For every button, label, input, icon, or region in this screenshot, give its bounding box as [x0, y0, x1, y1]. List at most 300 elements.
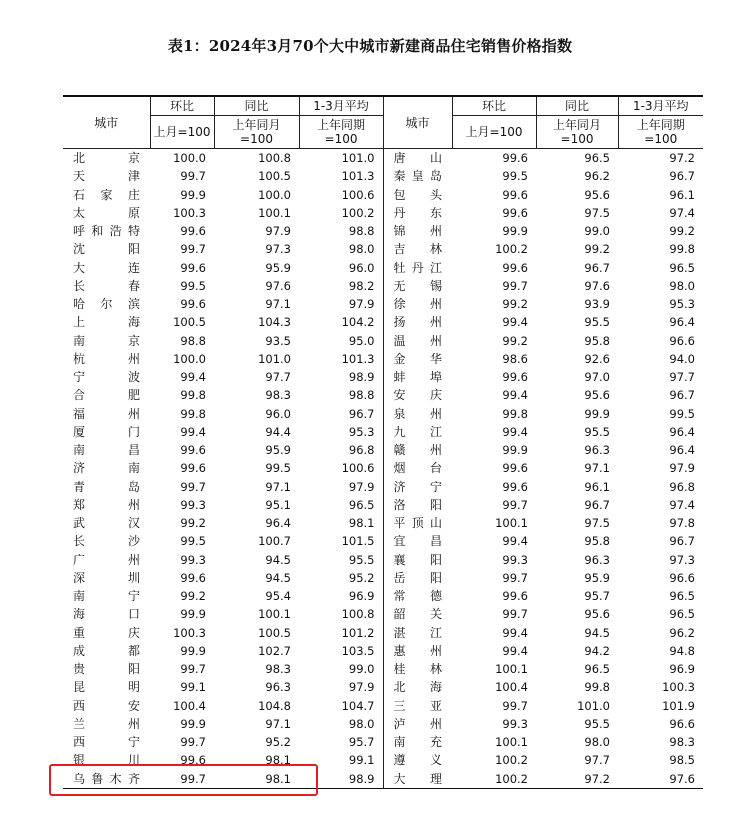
left-mom-cell: 99.7 — [180, 169, 206, 184]
left-yoy-cell: 97.1 — [265, 479, 291, 494]
left-avg-cell: 99.1 — [348, 753, 375, 768]
right-avg-cell: 96.5 — [669, 607, 695, 622]
left-city-cell: 深圳 — [73, 570, 140, 585]
right-mom-cell: 99.7 — [502, 607, 528, 622]
left-yoy-cell: 94.5 — [265, 552, 291, 567]
left-avg-cell: 98.2 — [348, 278, 375, 293]
table-row — [63, 733, 703, 751]
right-yoy-cell: 96.5 — [584, 662, 610, 677]
left-avg-cell: 99.0 — [348, 662, 375, 677]
table-row — [63, 770, 703, 789]
right-city-cell: 烟台 — [383, 459, 452, 477]
right-mom-cell: 100.2 — [495, 242, 528, 257]
right-yoy-cell: 99.0 — [584, 224, 610, 239]
table-row — [63, 332, 703, 350]
right-mom-cell: 99.4 — [502, 315, 528, 330]
left-city-cell: 南宁 — [73, 589, 140, 604]
left-yoy-cell: 100.5 — [258, 169, 291, 184]
right-mom-cell: 99.6 — [502, 370, 528, 385]
right-mom-cell: 99.6 — [502, 479, 528, 494]
left-city-cell: 福州 — [73, 406, 140, 421]
left-city-cell: 沈阳 — [73, 242, 140, 257]
right-avg-cell: 96.4 — [669, 424, 695, 439]
right-yoy-cell: 96.3 — [584, 552, 610, 567]
right-avg-cell: 96.4 — [669, 315, 695, 330]
right-avg-cell: 97.7 — [669, 370, 695, 385]
table-row — [63, 441, 703, 459]
left-yoy-cell: 95.2 — [265, 735, 291, 750]
table-row — [63, 514, 703, 532]
right-yoy-cell: 95.6 — [584, 388, 610, 403]
right-city-cell: 无锡 — [383, 277, 452, 295]
header-city-left: 城市 — [63, 96, 150, 149]
table-row — [63, 149, 703, 168]
right-mom-cell: 100.2 — [495, 753, 528, 768]
right-avg-cell: 95.3 — [669, 297, 695, 312]
left-yoy-cell: 97.3 — [265, 242, 291, 257]
table-row — [63, 569, 703, 587]
left-yoy-cell: 101.0 — [258, 351, 291, 366]
left-city-cell: 南京 — [73, 333, 140, 348]
left-avg-cell: 95.0 — [348, 333, 375, 348]
left-mom-cell: 100.0 — [173, 351, 206, 366]
left-mom-cell: 99.7 — [180, 479, 206, 494]
left-yoy-cell: 98.3 — [265, 662, 291, 677]
right-city-cell: 岳阳 — [383, 569, 452, 587]
right-yoy-cell: 95.5 — [584, 716, 610, 731]
right-mom-cell: 99.7 — [502, 698, 528, 713]
right-city-cell: 南充 — [383, 733, 452, 751]
right-yoy-cell: 96.3 — [584, 443, 610, 458]
left-yoy-cell: 96.3 — [265, 680, 291, 695]
right-avg-cell: 98.3 — [669, 735, 695, 750]
right-city-cell: 牡丹江 — [383, 259, 452, 277]
table-row — [63, 697, 703, 715]
left-yoy-cell: 95.1 — [265, 497, 291, 512]
left-avg-cell: 95.7 — [348, 735, 375, 750]
table-row — [63, 423, 703, 441]
table-body — [63, 149, 703, 789]
left-yoy-cell: 104.8 — [258, 698, 291, 713]
right-yoy-cell: 95.9 — [584, 570, 610, 585]
table-row — [63, 277, 703, 295]
left-yoy-cell: 95.4 — [265, 589, 291, 604]
left-avg-cell: 101.3 — [341, 169, 375, 184]
left-city-cell: 西安 — [73, 698, 140, 713]
table-row — [63, 186, 703, 204]
left-mom-cell: 99.3 — [180, 497, 206, 512]
right-city-cell: 安庆 — [383, 386, 452, 404]
right-mom-cell: 99.5 — [502, 169, 528, 184]
right-mom-cell: 99.3 — [502, 716, 528, 731]
header-yoy-base-left: 上年同月 =100 — [214, 116, 299, 149]
right-mom-cell: 98.6 — [502, 351, 528, 366]
left-city-cell: 上海 — [73, 315, 140, 330]
right-yoy-cell: 96.7 — [584, 497, 610, 512]
right-mom-cell: 99.9 — [502, 224, 528, 239]
table-row — [63, 624, 703, 642]
left-city-cell: 天津 — [73, 169, 140, 184]
right-avg-cell: 96.6 — [669, 716, 695, 731]
right-yoy-cell: 97.5 — [584, 516, 610, 531]
left-yoy-cell: 97.6 — [265, 278, 291, 293]
right-city-cell: 温州 — [383, 332, 452, 350]
left-city-cell: 济南 — [73, 461, 140, 476]
right-avg-cell: 96.5 — [669, 260, 695, 275]
header-mom-right: 环比 — [452, 96, 536, 116]
left-yoy-cell: 102.7 — [258, 643, 291, 658]
left-avg-cell: 98.1 — [348, 516, 375, 531]
right-city-cell: 平顶山 — [383, 514, 452, 532]
header-city-right: 城市 — [383, 96, 452, 149]
left-mom-cell: 99.4 — [180, 424, 206, 439]
left-city-cell: 海口 — [73, 607, 140, 622]
left-mom-cell: 100.5 — [173, 315, 206, 330]
table-row — [63, 751, 703, 769]
left-city-cell: 贵阳 — [73, 662, 140, 677]
left-avg-cell: 98.9 — [348, 370, 375, 385]
right-mom-cell: 99.6 — [502, 205, 528, 220]
right-avg-cell: 97.6 — [618, 770, 703, 789]
left-city-cell: 广州 — [73, 552, 140, 567]
right-city-cell: 金华 — [383, 350, 452, 368]
left-mom-cell: 99.2 — [180, 516, 206, 531]
left-city-cell: 重庆 — [73, 625, 140, 640]
right-city-cell: 湛江 — [383, 624, 452, 642]
right-mom-cell: 100.4 — [495, 680, 528, 695]
right-mom-cell: 99.4 — [502, 625, 528, 640]
right-yoy-cell: 97.7 — [584, 753, 610, 768]
table-title: 表1：2024年3月70个大中城市新建商品住宅销售价格指数 — [167, 37, 573, 55]
left-mom-cell: 99.8 — [180, 406, 206, 421]
header-yoy-base-right: 上年同月 =100 — [536, 116, 618, 149]
left-avg-cell: 101.2 — [341, 625, 375, 640]
table-row — [63, 551, 703, 569]
left-avg-cell: 95.3 — [348, 424, 375, 439]
right-mom-cell: 99.7 — [502, 570, 528, 585]
left-avg-cell: 101.0 — [341, 151, 375, 166]
right-avg-cell: 99.8 — [669, 242, 695, 257]
right-yoy-cell: 94.2 — [584, 643, 610, 658]
right-avg-cell: 101.9 — [662, 698, 695, 713]
left-yoy-cell: 95.9 — [265, 260, 291, 275]
right-city-cell: 洛阳 — [383, 496, 452, 514]
table-row — [63, 350, 703, 368]
right-avg-cell: 94.8 — [669, 643, 695, 658]
left-city-cell: 兰州 — [73, 716, 140, 731]
right-avg-cell: 96.9 — [669, 662, 695, 677]
right-yoy-cell: 93.9 — [584, 297, 610, 312]
right-mom-cell: 99.7 — [502, 278, 528, 293]
right-avg-cell: 97.8 — [669, 516, 695, 531]
left-mom-cell: 99.1 — [180, 680, 206, 695]
right-city-cell: 丹东 — [383, 204, 452, 222]
right-mom-cell: 99.8 — [502, 406, 528, 421]
left-yoy-cell: 94.4 — [265, 424, 291, 439]
right-city-cell: 蚌埠 — [383, 368, 452, 386]
right-avg-cell: 97.3 — [669, 552, 695, 567]
right-yoy-cell: 97.5 — [584, 205, 610, 220]
right-city-cell: 徐州 — [383, 295, 452, 313]
left-avg-cell: 104.2 — [341, 315, 375, 330]
left-yoy-cell: 97.1 — [265, 716, 291, 731]
right-city-cell: 惠州 — [383, 642, 452, 660]
right-city-cell: 北海 — [383, 678, 452, 696]
right-yoy-cell: 101.0 — [577, 698, 610, 713]
left-mom-cell: 99.8 — [180, 388, 206, 403]
right-yoy-cell: 95.6 — [584, 187, 610, 202]
right-mom-cell: 99.9 — [502, 443, 528, 458]
right-city-cell: 秦皇岛 — [383, 167, 452, 185]
left-mom-cell: 99.2 — [180, 589, 206, 604]
left-avg-cell: 100.6 — [341, 461, 375, 476]
right-avg-cell: 99.5 — [669, 406, 695, 421]
right-city-cell: 济宁 — [383, 478, 452, 496]
table-row — [63, 496, 703, 514]
right-avg-cell: 96.7 — [669, 169, 695, 184]
left-mom-cell: 100.4 — [173, 698, 206, 713]
left-yoy-cell: 95.9 — [265, 443, 291, 458]
left-mom-cell: 100.0 — [173, 151, 206, 166]
left-city-cell: 合肥 — [73, 388, 140, 403]
right-yoy-cell: 96.2 — [584, 169, 610, 184]
left-mom-cell: 99.6 — [180, 753, 206, 768]
left-city-cell: 昆明 — [73, 680, 140, 695]
right-yoy-cell: 92.6 — [584, 351, 610, 366]
left-avg-cell: 98.0 — [348, 242, 375, 257]
left-mom-cell: 100.3 — [173, 205, 206, 220]
left-mom-cell: 99.7 — [180, 242, 206, 257]
right-avg-cell: 97.2 — [669, 151, 695, 166]
left-mom-cell: 99.6 — [180, 260, 206, 275]
left-avg-cell: 96.9 — [348, 589, 375, 604]
left-yoy-cell: 96.0 — [265, 406, 291, 421]
right-yoy-cell: 99.2 — [584, 242, 610, 257]
left-mom-cell: 99.9 — [180, 607, 206, 622]
table-row — [63, 532, 703, 550]
left-avg-cell: 100.8 — [341, 607, 375, 622]
left-avg-cell: 96.8 — [348, 443, 375, 458]
left-avg-cell: 95.5 — [348, 552, 375, 567]
left-yoy-cell: 97.7 — [265, 370, 291, 385]
right-mom-cell: 100.1 — [495, 516, 528, 531]
left-avg-cell: 98.9 — [299, 770, 383, 789]
left-mom-cell: 99.6 — [180, 224, 206, 239]
right-city-cell: 三亚 — [383, 697, 452, 715]
right-yoy-cell: 97.6 — [584, 278, 610, 293]
right-mom-cell: 99.6 — [502, 260, 528, 275]
right-mom-cell: 99.6 — [502, 187, 528, 202]
right-avg-cell: 97.4 — [669, 497, 695, 512]
table-row — [63, 222, 703, 240]
left-city-cell: 成都 — [73, 643, 140, 658]
table-row — [63, 660, 703, 678]
left-city-cell: 宁波 — [73, 370, 140, 385]
right-yoy-cell: 95.5 — [584, 315, 610, 330]
left-yoy-cell: 100.8 — [258, 151, 291, 166]
left-city-cell: 郑州 — [73, 497, 140, 512]
left-yoy-cell: 94.5 — [265, 570, 291, 585]
right-avg-cell: 96.7 — [669, 388, 695, 403]
right-yoy-cell: 95.5 — [584, 424, 610, 439]
right-avg-cell: 96.5 — [669, 589, 695, 604]
left-yoy-cell: 100.5 — [258, 625, 291, 640]
right-city-cell: 桂林 — [383, 660, 452, 678]
left-avg-cell: 95.2 — [348, 570, 375, 585]
header-yoy-right: 同比 — [536, 96, 618, 116]
right-mom-cell: 99.4 — [502, 388, 528, 403]
right-yoy-cell: 96.5 — [584, 151, 610, 166]
right-mom-cell: 99.3 — [502, 552, 528, 567]
left-city-cell: 杭州 — [73, 351, 140, 366]
left-avg-cell: 96.5 — [348, 497, 375, 512]
left-mom-cell: 99.9 — [180, 187, 206, 202]
right-avg-cell: 97.4 — [669, 205, 695, 220]
left-mom-cell: 100.3 — [173, 625, 206, 640]
header-avg-left: 1-3月平均 — [299, 96, 383, 116]
left-avg-cell: 96.7 — [348, 406, 375, 421]
right-mom-cell: 99.6 — [502, 589, 528, 604]
left-avg-cell: 103.5 — [341, 643, 375, 658]
right-yoy-cell: 96.1 — [584, 479, 610, 494]
left-mom-cell: 99.6 — [180, 461, 206, 476]
header-avg-base-right: 上年同期 =100 — [618, 116, 703, 149]
left-avg-cell: 97.9 — [348, 680, 375, 695]
left-city-cell: 南昌 — [73, 443, 140, 458]
table-row — [63, 605, 703, 623]
right-yoy-cell: 96.7 — [584, 260, 610, 275]
table-row — [63, 478, 703, 496]
left-yoy-cell: 96.4 — [265, 516, 291, 531]
left-city-cell: 长沙 — [73, 534, 140, 549]
left-mom-cell: 98.8 — [180, 333, 206, 348]
table-row — [63, 386, 703, 404]
left-yoy-cell: 93.5 — [265, 333, 291, 348]
left-city-cell: 哈尔滨 — [73, 297, 140, 312]
left-city-cell: 石家庄 — [73, 187, 140, 202]
table-row — [63, 313, 703, 331]
right-avg-cell: 98.5 — [669, 753, 695, 768]
left-yoy-cell: 100.0 — [258, 187, 291, 202]
right-city-cell: 扬州 — [383, 313, 452, 331]
right-mom-cell: 99.6 — [502, 461, 528, 476]
right-avg-cell: 96.4 — [669, 443, 695, 458]
right-city-cell: 宜昌 — [383, 532, 452, 550]
table-row — [63, 587, 703, 605]
table-row — [63, 678, 703, 696]
left-city-cell: 武汉 — [73, 516, 140, 531]
left-avg-cell: 97.9 — [348, 479, 375, 494]
left-mom-cell: 99.4 — [180, 370, 206, 385]
left-city-cell: 呼和浩特 — [73, 224, 140, 239]
left-mom-cell: 99.7 — [150, 770, 214, 789]
table-row — [63, 405, 703, 423]
right-city-cell: 包头 — [383, 186, 452, 204]
left-avg-cell: 98.8 — [348, 224, 375, 239]
left-yoy-cell: 97.9 — [265, 224, 291, 239]
left-yoy-cell: 99.5 — [265, 461, 291, 476]
left-yoy-cell: 100.1 — [258, 205, 291, 220]
right-mom-cell: 99.4 — [502, 424, 528, 439]
right-yoy-cell: 99.9 — [584, 406, 610, 421]
left-yoy-cell: 98.1 — [214, 770, 299, 789]
left-mom-cell: 99.9 — [180, 643, 206, 658]
left-city-cell: 北京 — [73, 151, 140, 166]
table-row — [63, 204, 703, 222]
header-avg-base-left: 上年同期 =100 — [299, 116, 383, 149]
left-avg-cell: 104.7 — [341, 698, 375, 713]
price-index-table — [63, 95, 703, 789]
right-avg-cell: 100.3 — [662, 680, 695, 695]
left-city-cell: 西宁 — [73, 735, 140, 750]
left-city-cell: 青岛 — [73, 479, 140, 494]
right-avg-cell: 96.8 — [669, 479, 695, 494]
right-city-cell: 大理 — [383, 770, 452, 789]
right-city-cell: 泸州 — [383, 715, 452, 733]
header-mom-base-left: 上月=100 — [150, 116, 214, 149]
left-avg-cell: 96.0 — [348, 260, 375, 275]
right-city-cell: 唐山 — [383, 149, 452, 168]
header-yoy-left: 同比 — [214, 96, 299, 116]
right-avg-cell: 96.6 — [669, 333, 695, 348]
left-yoy-cell: 98.3 — [265, 388, 291, 403]
left-city-cell: 银川 — [73, 753, 140, 768]
right-mom-cell: 99.2 — [502, 333, 528, 348]
right-yoy-cell: 95.8 — [584, 534, 610, 549]
right-mom-cell: 99.4 — [502, 643, 528, 658]
left-mom-cell: 99.5 — [180, 534, 206, 549]
left-mom-cell: 99.5 — [180, 278, 206, 293]
right-mom-cell: 99.2 — [502, 297, 528, 312]
left-avg-cell: 101.5 — [341, 534, 375, 549]
right-yoy-cell: 98.0 — [584, 735, 610, 750]
right-avg-cell: 97.9 — [669, 461, 695, 476]
right-mom-cell: 100.1 — [495, 662, 528, 677]
left-mom-cell: 99.6 — [180, 443, 206, 458]
table-row — [63, 715, 703, 733]
right-city-cell: 吉林 — [383, 240, 452, 258]
table-row — [63, 368, 703, 386]
left-city-cell: 厦门 — [73, 424, 140, 439]
left-yoy-cell: 98.1 — [265, 753, 291, 768]
left-city-cell: 长春 — [73, 278, 140, 293]
left-avg-cell: 98.0 — [348, 716, 375, 731]
right-city-cell: 泉州 — [383, 405, 452, 423]
right-city-cell: 遵义 — [383, 751, 452, 769]
right-avg-cell: 96.7 — [669, 534, 695, 549]
right-avg-cell: 99.2 — [669, 224, 695, 239]
right-city-cell: 韶关 — [383, 605, 452, 623]
right-avg-cell: 96.1 — [669, 187, 695, 202]
right-mom-cell: 100.2 — [452, 770, 536, 789]
left-avg-cell: 100.2 — [341, 205, 375, 220]
right-mom-cell: 99.7 — [502, 497, 528, 512]
right-yoy-cell: 94.5 — [584, 625, 610, 640]
left-city-cell: 太原 — [73, 205, 140, 220]
left-avg-cell: 97.9 — [348, 297, 375, 312]
table-row — [63, 295, 703, 313]
left-mom-cell: 99.3 — [180, 552, 206, 567]
table-row — [63, 167, 703, 185]
right-yoy-cell: 95.7 — [584, 589, 610, 604]
right-mom-cell: 100.1 — [495, 735, 528, 750]
left-avg-cell: 98.8 — [348, 388, 375, 403]
header-mom-left: 环比 — [150, 96, 214, 116]
right-yoy-cell: 97.0 — [584, 370, 610, 385]
right-city-cell: 九江 — [383, 423, 452, 441]
right-yoy-cell: 97.2 — [536, 770, 618, 789]
right-yoy-cell: 95.8 — [584, 333, 610, 348]
